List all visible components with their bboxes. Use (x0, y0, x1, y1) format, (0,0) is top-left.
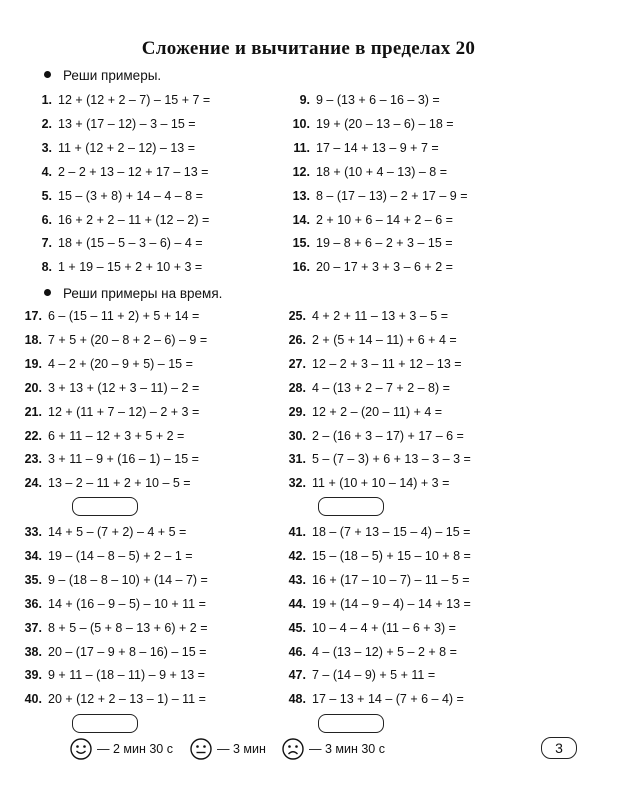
exercise-number: 29. (288, 404, 306, 419)
exercise-number: 16. (292, 260, 310, 275)
exercise-expression: 4 – (13 – 12) + 5 – 2 + 8 = (312, 644, 457, 659)
exercise-number: 22. (24, 428, 42, 443)
exercise-number: 38. (24, 644, 42, 659)
neutral-face-icon (190, 738, 212, 760)
exercise-number: 25. (288, 309, 306, 323)
exercise-expression: 6 – (15 – 11 + 2) + 5 + 14 = (48, 309, 200, 323)
exercise-expression: 12 + 2 – (20 – 11) + 4 = (312, 404, 443, 419)
exercise-number: 2. (41, 116, 52, 131)
exercise-row (16, 352, 193, 376)
exercise-expression: 9 – (13 + 6 – 16 – 3) = (316, 93, 440, 107)
exercise-row (280, 640, 457, 664)
exercise-row (26, 184, 203, 208)
exercise-row (280, 304, 448, 328)
exercise-number: 26. (288, 332, 306, 347)
exercise-expression: 8 – (17 – 13) – 2 + 17 – 9 = (316, 188, 468, 203)
exercise-number: 37. (24, 620, 42, 635)
exercise-number: 41. (288, 525, 306, 539)
exercise-row (284, 88, 440, 112)
exercise-number: 42. (288, 548, 306, 563)
exercise-number: 40. (24, 692, 42, 707)
exercise-number: 32. (288, 476, 306, 491)
exercise-number: 24. (24, 476, 42, 491)
exercise-row (284, 208, 453, 232)
time-answer-box[interactable] (72, 497, 138, 516)
exercise-row (284, 160, 447, 184)
sad-face-icon (282, 738, 304, 760)
instruction-1 (44, 68, 161, 83)
exercise-row (26, 112, 196, 136)
exercise-expression: 7 – (14 – 9) + 5 + 11 = (312, 668, 436, 683)
exercise-row (280, 616, 456, 640)
exercise-row (16, 400, 199, 424)
exercise-expression: 8 + 5 – (5 + 8 – 13 + 6) + 2 = (48, 620, 208, 635)
exercise-number: 11. (293, 140, 310, 155)
exercise-row (16, 520, 186, 544)
exercise-number: 6. (41, 212, 52, 227)
exercise-number: 10. (292, 116, 310, 131)
exercise-number: 14. (292, 212, 310, 227)
exercise-expression: 1 + 19 – 15 + 2 + 10 + 3 = (58, 260, 203, 275)
exercise-expression: 18 – (7 + 13 – 15 – 4) – 15 = (312, 525, 471, 539)
exercise-number: 34. (24, 548, 42, 563)
exercise-row (16, 616, 208, 640)
exercise-number: 13. (292, 188, 310, 203)
instruction-text: Реши примеры. (63, 68, 162, 83)
exercise-row (26, 208, 209, 232)
bullet-icon (44, 71, 51, 78)
exercise-row (280, 687, 464, 711)
exercise-expression: 15 – (3 + 8) + 14 – 4 – 8 = (58, 188, 203, 203)
bullet-icon (44, 289, 51, 296)
exercise-number: 39. (24, 668, 42, 683)
exercise-row (284, 136, 439, 160)
exercise-row (16, 328, 207, 352)
exercise-number: 36. (24, 596, 42, 611)
exercise-expression: 13 + (17 – 12) – 3 – 15 = (58, 116, 196, 131)
exercise-row (280, 663, 435, 687)
exercise-number: 8. (41, 260, 52, 275)
exercise-row (26, 88, 210, 112)
exercise-row (26, 160, 208, 184)
exercise-row (16, 304, 199, 328)
exercise-expression: 18 + (10 + 4 – 13) – 8 = (316, 164, 447, 179)
exercise-row (280, 592, 471, 616)
exercise-number: 35. (24, 572, 42, 587)
exercise-expression: 11 + (12 + 2 – 12) – 13 = (58, 140, 196, 155)
exercise-expression: 12 + (12 + 2 – 7) – 15 + 7 = (58, 93, 211, 107)
exercise-expression: 14 + 5 – (7 + 2) – 4 + 5 = (48, 525, 187, 539)
exercise-expression: 4 + 2 + 11 – 13 + 3 – 5 = (312, 309, 448, 323)
exercise-expression: 3 + 11 – 9 + (16 – 1) – 15 = (48, 452, 199, 467)
exercise-expression: 2 + 10 + 6 – 14 + 2 – 6 = (316, 212, 453, 227)
exercise-number: 21. (24, 404, 42, 419)
exercise-row (284, 112, 454, 136)
exercise-number: 23. (24, 452, 42, 467)
exercise-expression: 6 + 11 – 12 + 3 + 5 + 2 = (48, 428, 185, 443)
instruction-2 (44, 286, 222, 301)
exercise-expression: 15 – (18 – 5) + 15 – 10 + 8 = (312, 548, 471, 563)
exercise-expression: 12 – 2 + 3 – 11 + 12 – 13 = (312, 356, 462, 371)
exercise-row (284, 255, 453, 279)
exercise-number: 20. (24, 380, 42, 395)
exercise-expression: 5 – (7 – 3) + 6 + 13 – 3 – 3 = (312, 452, 471, 467)
exercise-number: 9. (299, 93, 310, 107)
exercise-number: 7. (41, 236, 52, 251)
exercise-expression: 4 – 2 + (20 – 9 + 5) – 15 = (48, 356, 193, 371)
exercise-expression: 3 + 13 + (12 + 3 – 11) – 2 = (48, 380, 200, 395)
exercise-expression: 19 + (20 – 13 – 6) – 18 = (316, 116, 454, 131)
exercise-number: 45. (288, 620, 306, 635)
neutral-time-label: — 3 мин (217, 742, 266, 756)
exercise-expression: 19 – 8 + 6 – 2 + 3 – 15 = (316, 236, 453, 251)
sad-time-label: — 3 мин 30 с (309, 742, 385, 756)
exercise-row (280, 471, 449, 495)
exercise-expression: 11 + (10 + 10 – 14) + 3 = (312, 476, 450, 491)
exercise-number: 15. (292, 236, 310, 251)
exercise-number: 33. (24, 525, 42, 539)
exercise-row (16, 640, 206, 664)
exercise-number: 19. (24, 356, 42, 371)
exercise-expression: 19 – (14 – 8 – 5) + 2 – 1 = (48, 548, 193, 563)
exercise-expression: 9 + 11 – (18 – 11) – 9 + 13 = (48, 668, 205, 683)
exercise-number: 47. (288, 668, 306, 683)
exercise-number: 17. (24, 309, 42, 323)
exercise-number: 44. (288, 596, 306, 611)
exercise-expression: 16 + (17 – 10 – 7) – 11 – 5 = (312, 572, 470, 587)
exercise-expression: 4 – (13 + 2 – 7 + 2 – 8) = (312, 380, 450, 395)
exercise-expression: 2 + (5 + 14 – 11) + 6 + 4 = (312, 332, 457, 347)
exercise-number: 31. (288, 452, 306, 467)
exercise-row (16, 544, 193, 568)
instruction-text: Реши примеры на время. (63, 286, 223, 301)
exercise-number: 4. (41, 164, 52, 179)
exercise-row (16, 687, 206, 711)
exercise-number: 1. (41, 93, 52, 107)
exercise-expression: 19 + (14 – 9 – 4) – 14 + 13 = (312, 596, 471, 611)
exercise-row (280, 447, 471, 471)
exercise-number: 3. (41, 140, 52, 155)
exercise-row (280, 568, 470, 592)
exercise-row (16, 568, 208, 592)
exercise-expression: 12 + (11 + 7 – 12) – 2 + 3 = (48, 404, 200, 419)
exercise-row (280, 424, 464, 448)
exercise-row (26, 255, 202, 279)
happy-face-icon (70, 738, 92, 760)
exercise-expression: 18 + (15 – 5 – 3 – 6) – 4 = (58, 236, 203, 251)
page-title: Сложение и вычитание в пределах 20 (141, 38, 476, 59)
exercise-expression: 14 + (16 – 9 – 5) – 10 + 11 = (48, 596, 206, 611)
exercise-number: 48. (288, 692, 306, 707)
exercise-row (280, 544, 471, 568)
exercise-row (280, 376, 450, 400)
exercise-row (16, 447, 199, 471)
exercise-row (284, 184, 468, 208)
exercise-row (280, 352, 462, 376)
exercise-number: 27. (288, 356, 306, 371)
exercise-number: 46. (288, 644, 306, 659)
exercise-expression: 20 + (12 + 2 – 13 – 1) – 11 = (48, 692, 206, 707)
exercise-expression: 20 – (17 – 9 + 8 – 16) – 15 = (48, 644, 207, 659)
time-answer-box[interactable] (72, 714, 138, 733)
page-number: 3 (541, 737, 577, 759)
exercise-row (26, 136, 195, 160)
exercise-row (16, 663, 205, 687)
exercise-number: 5. (41, 188, 52, 203)
exercise-expression: 2 – (16 + 3 – 17) + 17 – 6 = (312, 428, 464, 443)
exercise-expression: 17 – 13 + 14 – (7 + 6 – 4) = (312, 692, 464, 707)
exercise-row (280, 328, 457, 352)
exercise-expression: 13 – 2 – 11 + 2 + 10 – 5 = (48, 476, 191, 491)
exercise-row (26, 231, 203, 255)
happy-time-label: — 2 мин 30 с (97, 742, 173, 756)
exercise-number: 28. (288, 380, 306, 395)
exercise-row (16, 376, 199, 400)
exercise-number: 43. (288, 572, 306, 587)
time-answer-box[interactable] (318, 497, 384, 516)
exercise-row (16, 424, 184, 448)
exercise-row (16, 592, 206, 616)
exercise-expression: 17 – 14 + 13 – 9 + 7 = (316, 140, 439, 155)
exercise-expression: 9 – (18 – 8 – 10) + (14 – 7) = (48, 572, 208, 587)
exercise-expression: 2 – 2 + 13 – 12 + 17 – 13 = (58, 164, 209, 179)
exercise-row (16, 471, 191, 495)
time-answer-box[interactable] (318, 714, 384, 733)
exercise-row (280, 400, 442, 424)
exercise-expression: 16 + 2 + 2 – 11 + (12 – 2) = (58, 212, 210, 227)
exercise-expression: 7 + 5 + (20 – 8 + 2 – 6) – 9 = (48, 332, 208, 347)
exercise-number: 12. (292, 164, 310, 179)
exercise-row (280, 520, 470, 544)
exercise-expression: 20 – 17 + 3 + 3 – 6 + 2 = (316, 260, 453, 275)
exercise-number: 18. (24, 332, 42, 347)
exercise-number: 30. (288, 428, 306, 443)
exercise-expression: 10 – 4 – 4 + (11 – 6 + 3) = (312, 620, 456, 635)
exercise-row (284, 231, 453, 255)
